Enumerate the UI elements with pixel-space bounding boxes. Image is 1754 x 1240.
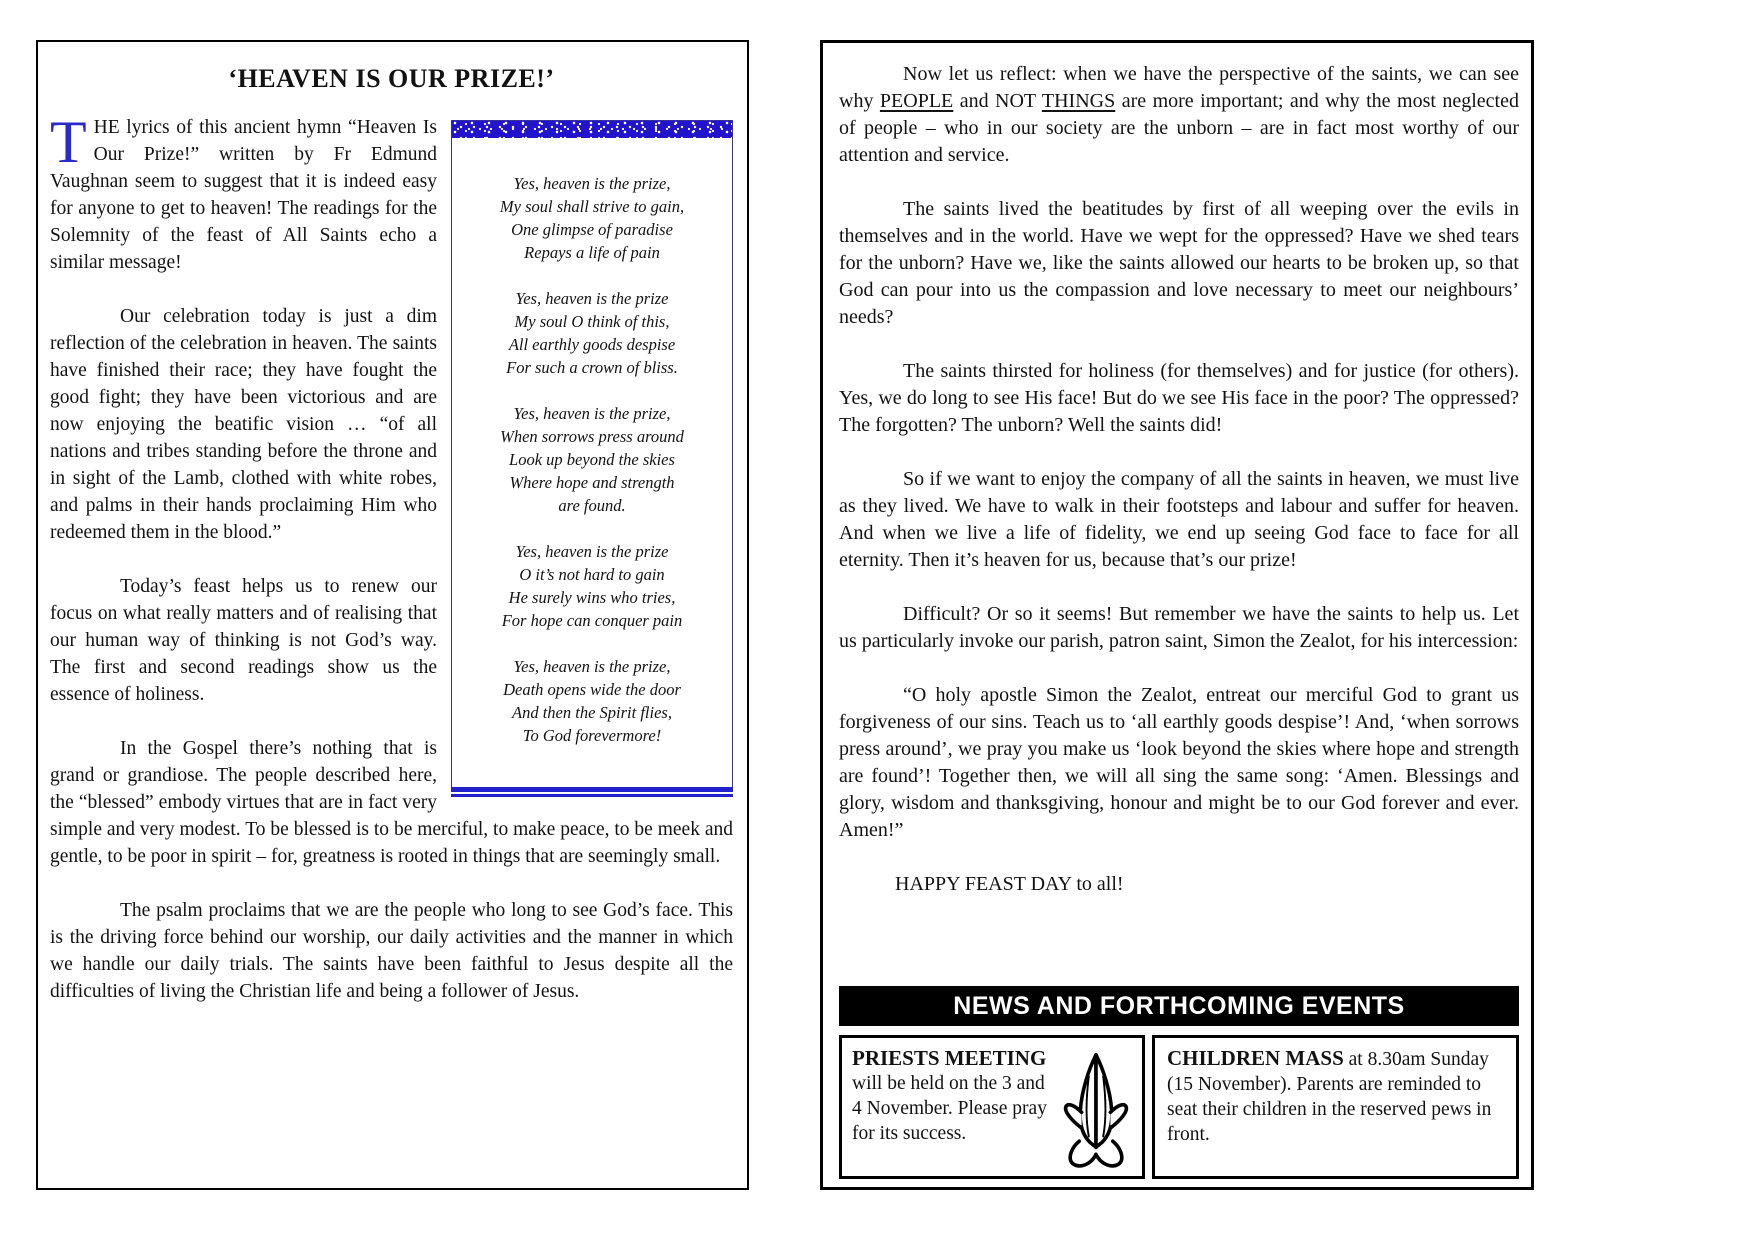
paragraph-reflect <box>839 61 1519 169</box>
news-text <box>852 1046 1054 1146</box>
hymn-line: He surely wins who tries, <box>508 588 676 607</box>
news-box-priests-meeting <box>839 1035 1145 1179</box>
news-title: CHILDREN MASS <box>1167 1046 1344 1070</box>
praying-hands-icon <box>1054 1050 1138 1170</box>
news-title: PRIESTS MEETING <box>852 1046 1047 1070</box>
hymn-line: Repays a life of pain <box>524 243 660 262</box>
hymn-line: Look up beyond the skies <box>509 450 675 469</box>
hymn-line: When sorrows press around <box>500 427 684 446</box>
paragraph-text: are more important; and why the most neglected of people – who in our society are the unborn – are in fact most worthy of our attention and service. <box>839 90 1519 166</box>
feast-greeting: HAPPY FEAST DAY to all! <box>895 873 1124 895</box>
news-banner: NEWS AND FORTHCOMING EVENTS <box>839 986 1519 1026</box>
hymn-line: Yes, heaven is the prize, <box>513 404 671 423</box>
hymn-line: O it’s not hard to gain <box>519 565 665 584</box>
hymn-verse <box>458 655 726 747</box>
hymn-line: For hope can conquer pain <box>501 611 683 630</box>
news-text <box>1167 1046 1504 1147</box>
hymn-box-frame <box>451 120 733 787</box>
news-box-children-mass <box>1152 1035 1519 1179</box>
hymn-verse <box>458 402 726 517</box>
paragraph: The psalm proclaims that we are the people who long to see God’s face. This is the driving force behind our worship, our daily activities and the manner in which we handle our daily trials. The saints have been faithful to Jesus despite all the difficulties of living the Christian life and being a follower of Jesus. <box>50 900 733 1002</box>
hymn-box <box>451 120 733 797</box>
page-left <box>36 40 749 1190</box>
decorative-band <box>452 121 732 138</box>
hymn-verse <box>458 172 726 264</box>
hymn-line: Yes, heaven is the prize <box>515 542 669 561</box>
news-row <box>839 1035 1519 1179</box>
blue-double-rule <box>451 787 733 797</box>
news-body: at 8.30am Sunday (15 November). Parents are reminded to seat their children in the reserved pews in front. <box>1167 1049 1492 1145</box>
hymn-line: Yes, heaven is the prize, <box>513 174 671 193</box>
paragraph-prayer: “O holy apostle Simon the Zealot, entreat our merciful God to grant us forgiveness of our sins. Teach us to ‘all earthly goods despise’! And, ‘when sorrows press around’, we pray you make us ‘look beyond the skies where hope and strength are found’! Together then, we will all sing the same song: ‘Amen. Blessings and glory, wisdom and thanksgiving, honour and might be to our God forever and ever. Amen!” <box>839 684 1519 841</box>
left-page-body <box>50 109 733 1005</box>
paragraph: Difficult? Or so it seems! But remember we have the saints to help us. Let us particularly invoke our parish, patron saint, Simon the Zealot, for his intercession: <box>839 603 1519 652</box>
hymn-line: My soul shall strive to gain, <box>499 197 685 216</box>
underlined-word-people: PEOPLE <box>879 90 954 112</box>
paragraph: In the Gospel there’s nothing that is grand or grandiose. The people described here, the “blessed” embody virtues that are in fact very simple and very modest. To be blessed is to be merciful, to make peace, to be meek and gentle, to be poor in spirit – for, greatness is rooted in things that are seemingly small. <box>50 738 733 867</box>
hymn-line: Yes, heaven is the prize <box>515 289 669 308</box>
hymn-line: Where hope and strength <box>509 473 675 492</box>
hymn-verse <box>458 540 726 632</box>
hymn-line: For such a crown of bliss. <box>506 358 678 377</box>
right-page-body <box>839 61 1519 898</box>
drop-cap: T <box>50 109 87 175</box>
hymn-line: are found. <box>558 496 626 515</box>
hymn-verse <box>458 287 726 379</box>
paragraph: Today’s feast helps us to renew our focus on what really matters and of realising that our human way of thinking is not God’s way. The first and second readings show us the essence of holiness. <box>50 576 437 705</box>
news-section <box>839 986 1519 1179</box>
hymn-line: Yes, heaven is the prize, <box>513 657 671 676</box>
hymn-line: All earthly goods despise <box>508 335 676 354</box>
hymn-line: Death opens wide the door <box>503 680 681 699</box>
page-right <box>820 40 1534 1190</box>
underlined-word-things: THINGS <box>1041 90 1116 112</box>
paragraph: So if we want to enjoy the company of all the saints in heaven, we must live as they lived. We have to walk in their footsteps and labour and suffer for heaven. And when we live a life of fidelity, we end up seeing God face to face for all eternity. Then it’s heaven for us, because that’s our prize! <box>839 468 1519 571</box>
paragraph-text: HE lyrics of this ancient hymn “Heaven Is Our Prize!” written by Fr Edmund Vaughnan seem to suggest that it is indeed easy for anyone to get to heaven! The readings for the Solemnity of the feast of All Saints echo a similar message! <box>50 117 437 273</box>
hymn-line: To God forevermore! <box>522 726 662 745</box>
paragraph-text: Now let us reflect: when we have the perspective of the saints, we can see why <box>839 63 1519 112</box>
paragraph: Our celebration today is just a dim reflection of the celebration in heaven. The saints have finished their race; they have fought the good fight; they have been victorious and are now enjoying the beatific vision … “of all nations and tribes standing before the throne and in sight of the Lamb, clothed with white robes, and palms in their hands proclaiming Him who redeemed them in the blood.” <box>50 306 437 543</box>
hymn-line: My soul O think of this, <box>514 312 670 331</box>
hymn-verses <box>452 138 732 787</box>
hymn-line: One glimpse of paradise <box>511 220 673 239</box>
paragraph: The saints lived the beatitudes by first of all weeping over the evils in themselves and in the world. Have we wept for the oppressed? Have we shed tears for the unborn? Have we, like the saints allowed our hearts to be broken up, so that God can pour into us the compassion and love necessary to meet our neighbours’ needs? <box>839 198 1519 328</box>
hymn-line: And then the Spirit flies, <box>512 703 672 722</box>
page-title: ‘HEAVEN IS OUR PRIZE!’ <box>228 64 555 93</box>
paragraph: The saints thirsted for holiness (for themselves) and for justice (for others). Yes, we do long to see His face! But do we see His face in the poor? The oppressed? The forgotten? The unborn? Well the saints did! <box>839 360 1519 436</box>
news-body: will be held on the 3 and 4 November. Please pray for its success. <box>852 1073 1047 1144</box>
paragraph-text: and NOT <box>953 90 1042 112</box>
